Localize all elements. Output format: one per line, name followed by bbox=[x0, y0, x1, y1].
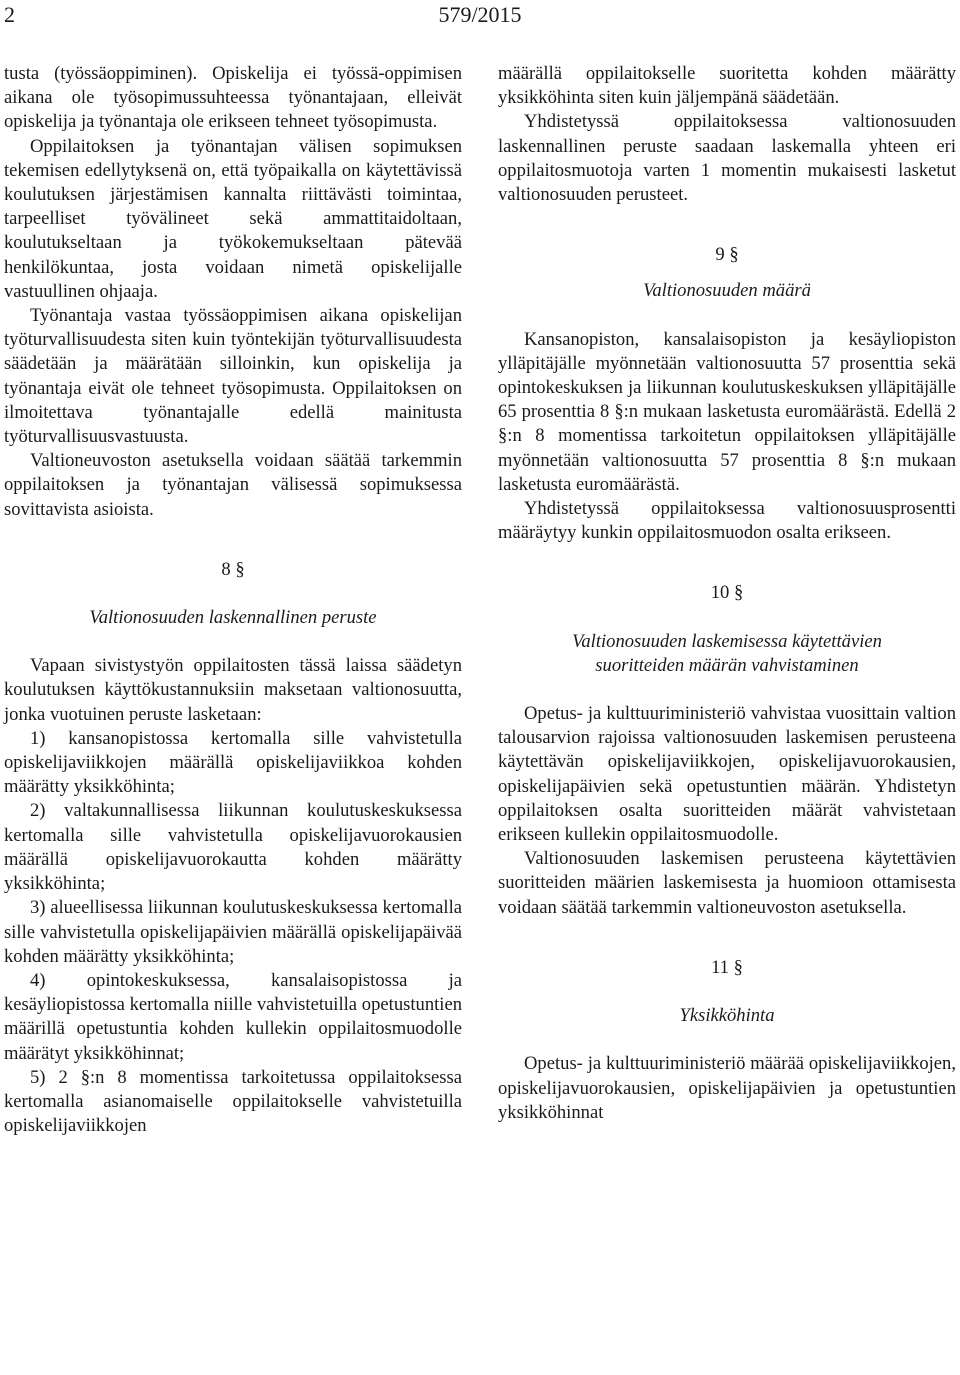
document-reference: 579/2015 bbox=[438, 2, 522, 27]
left-column bbox=[4, 62, 462, 1138]
section-10-title-line-2: suoritteiden määrän vahvistaminen bbox=[595, 654, 859, 676]
list-item: 5) 2 §:n 8 momentissa tarkoitetussa oppilaitoksessa kertomalla asianomaiselle oppilaitokselle vahvistetuilla opiskelijaviikkojen bbox=[4, 1066, 462, 1137]
section-11-number: 11 § bbox=[711, 956, 743, 978]
paragraph: Valtionosuuden laskemisen perusteena käytettävien suoritteiden määrien laskemisesta ja huomioon ottamisesta voidaan säätää tarkemmin valtioneuvoston asetuksella. bbox=[498, 848, 956, 918]
paragraph: Yhdistetyssä oppilaitoksessa valtionosuusprosentti määräytyy kunkin oppilaitosmuodon osalta erikseen. bbox=[498, 498, 956, 544]
paragraph: Valtioneuvoston asetuksella voidaan säätää tarkemmin oppilaitoksen ja työnantajan välisessä sopimuksessa sovittavista asioista. bbox=[4, 450, 462, 520]
section-9-title: Valtionosuuden määrä bbox=[643, 280, 811, 302]
list-item: 1) kansanopistossa kertomalla sille vahvistetulla opiskelijaviikkojen määrällä opiskelijaviikkoa kohden määrätty yksikköhinta; bbox=[4, 727, 462, 798]
paragraph: Oppilaitoksen ja työnantajan välisen sopimuksen tekemisen edellytyksenä on, että työpaikalla on käytettävissä koulutuksen järjestämisen kannalta riittävästi toimintaa, tarpeelliset työvälineet sekä ammattitaidoltaan, koulutukseltaan ja työkokemukseltaan pätevää henkilökuntaa, josta voidaan nimetä opiskelijalle vastuullinen ohjaaja. bbox=[4, 135, 462, 302]
paragraph-continued: määrällä oppilaitokselle suoritetta kohden määrätty yksikköhinta siten kuin jäljempänä säädetään. bbox=[498, 63, 956, 109]
section-11-title: Yksikköhinta bbox=[679, 1005, 775, 1027]
paragraph: Työnantaja vastaa työssäoppimisen aikana opiskelijan työturvallisuudesta siten kuin työntekijän työturvallisuudesta säädetään ja määrätään silloinkin, kun opiskelija ja työnantaja eivät ole tehneet työsopimusta. Oppilaitoksen on ilmoitettava työnantajalle edellä mainitusta työturvallisuusvastuusta. bbox=[4, 305, 462, 448]
list-item: 4) opintokeskuksessa, kansalaisopistossa ja kesäyliopistossa kertomalla niille vahvistetuilla opetustuntien määrillä opetustuntia kohden kullekin oppilaitosmuodolle määrätyt yksikköhinnat; bbox=[4, 969, 462, 1064]
paragraph: Vapaan sivistystyön oppilaitosten tässä laissa säädetyn koulutuksen käyttökustannuksiin maksetaan valtionosuutta, jonka vuotuinen peruste lasketaan: bbox=[4, 655, 462, 725]
section-8-title: Valtionosuuden laskennallinen peruste bbox=[89, 607, 377, 629]
right-column bbox=[498, 62, 956, 1125]
paragraph: Opetus- ja kulttuuriministeriö määrää opiskelijaviikkojen, opiskelijavuorokausien, opiskelijapäivien ja opetustuntien yksikköhinnat bbox=[498, 1053, 956, 1123]
section-10-number: 10 § bbox=[710, 582, 744, 604]
paragraph: Yhdistetyssä oppilaitoksessa valtionosuuden laskennallinen peruste saadaan laskemalla yhteen eri oppilaitosmuotoja varten 1 momentin mukaisesti lasketut valtionosuuden perusteet. bbox=[498, 111, 956, 206]
page-number: 2 bbox=[4, 2, 15, 27]
section-10-title-line-1: Valtionosuuden laskemisessa käytettävien bbox=[572, 630, 882, 652]
list-item: 2) valtakunnallisessa liikunnan koulutuskeskuksessa kertomalla sille vahvistetulla opiskelijavuorokausien määrällä opiskelijavuorokautta kohden määrätty yksikköhinta; bbox=[4, 800, 462, 895]
section-8-number: 8 § bbox=[221, 558, 245, 580]
paragraph-continued: tusta (työssäoppiminen). Opiskelija ei työssä-oppimisen aikana ole työsopimussuhteessa työnantajaan, elleivät opiskelija ja työnantaja ole erikseen tehneet työsopimusta. bbox=[4, 63, 462, 133]
paragraph: Opetus- ja kulttuuriministeriö vahvistaa vuosittain valtion talousarvion rajoissa valtionosuuden laskemisen perusteena käytettävän opiskelijaviikkojen, opiskelijavuorokausien, opiskelijapäivien sekä opetustuntien määrän. Yhdistetyn oppilaitoksen osalta suoritteiden määrät vahvistetaan erikseen kullekin oppilaitosmuodolle. bbox=[498, 703, 956, 846]
paragraph: Kansanopiston, kansalaisopiston ja kesäyliopiston ylläpitäjälle myönnetään valtionosuutta 57 prosenttia sekä opintokeskuksen ja liikunnan koulutuskeskuksen ylläpitäjälle 65 prosenttia 8 §:n mukaan lasketusta euromäärästä. Edellä 2 §:n 8 momentissa tarkoitetun oppilaitoksen ylläpitäjälle myönnetään valtionosuutta 57 prosenttia 8 §:n mukaan lasketusta euromäärästä. bbox=[498, 328, 956, 495]
section-9-number: 9 § bbox=[715, 244, 739, 266]
list-item: 3) alueellisessa liikunnan koulutuskeskuksessa kertomalla sille vahvistetulla opiskelijapäivien määrällä opiskelijapäivää kohden määrätty yksikköhinta; bbox=[4, 897, 462, 967]
